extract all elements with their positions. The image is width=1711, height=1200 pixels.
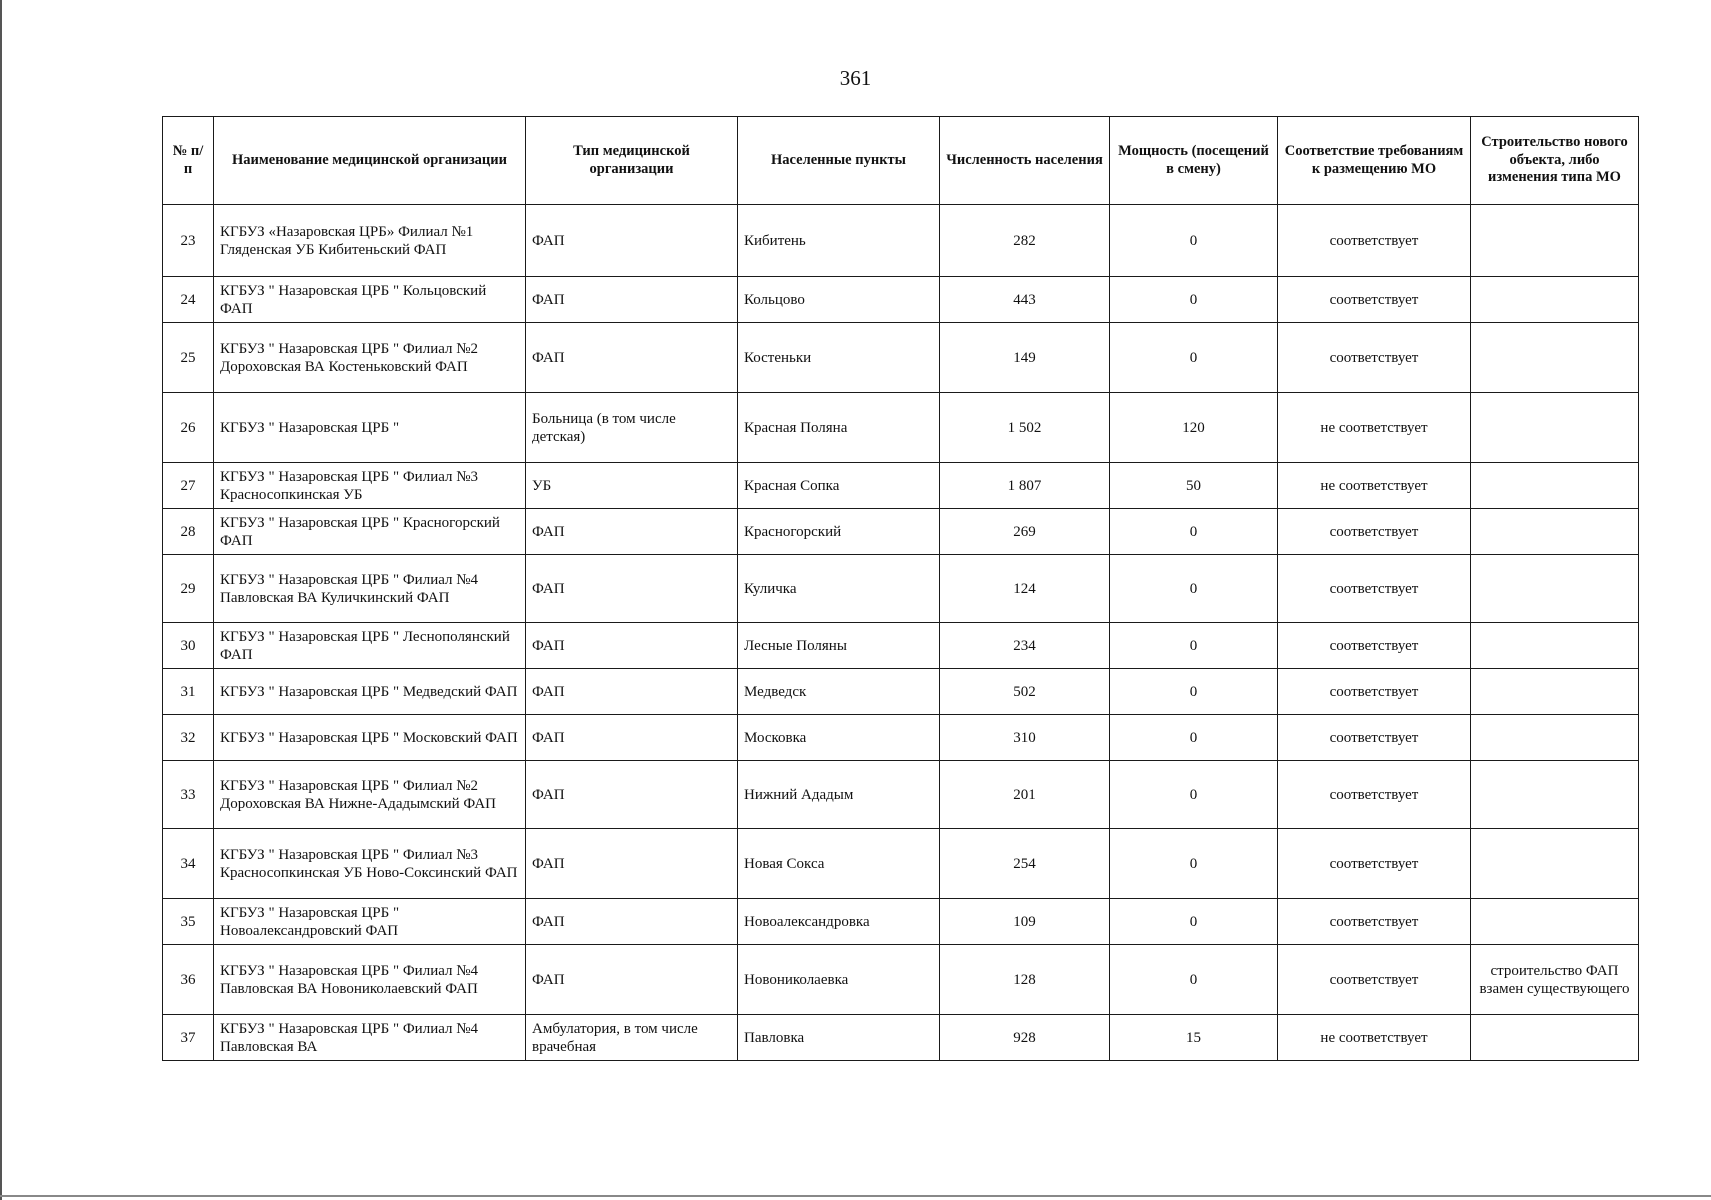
table-row xyxy=(163,761,1639,829)
row-number-cell: 31 xyxy=(163,669,214,715)
construction-note-cell xyxy=(1471,509,1639,555)
locality-cell: Новоалександровка xyxy=(738,899,940,945)
compliance-status-cell: соответствует xyxy=(1278,669,1471,715)
compliance-status-cell: соответствует xyxy=(1278,715,1471,761)
compliance-status-cell: соответствует xyxy=(1278,761,1471,829)
locality-cell: Нижний Ададым xyxy=(738,761,940,829)
organization-name-cell: КГБУЗ " Назаровская ЦРБ " Филиал №3 Красносопкинская УБ Ново-Соксинский ФАП xyxy=(214,829,526,899)
organization-type-cell: Амбулатория, в том числе врачебная xyxy=(526,1015,738,1061)
capacity-cell: 0 xyxy=(1110,829,1278,899)
scan-edge-bottom xyxy=(0,1195,1711,1197)
organization-name-cell: КГБУЗ " Назаровская ЦРБ " Леснополянский ФАП xyxy=(214,623,526,669)
scan-edge xyxy=(0,0,2,1200)
organization-type-cell: ФАП xyxy=(526,205,738,277)
table-row xyxy=(163,623,1639,669)
header-population: Численность населения xyxy=(940,117,1110,205)
organization-name-cell: КГБУЗ " Назаровская ЦРБ " Новоалександровский ФАП xyxy=(214,899,526,945)
organization-type-cell: ФАП xyxy=(526,509,738,555)
construction-note-cell xyxy=(1471,323,1639,393)
organization-type-cell: ФАП xyxy=(526,669,738,715)
row-number-cell: 37 xyxy=(163,1015,214,1061)
construction-note-cell xyxy=(1471,715,1639,761)
header-localities: Населенные пункты xyxy=(738,117,940,205)
construction-note-cell xyxy=(1471,277,1639,323)
population-cell: 109 xyxy=(940,899,1110,945)
header-construction: Строительство нового объекта, либо изменения типа МО xyxy=(1471,117,1639,205)
capacity-cell: 0 xyxy=(1110,715,1278,761)
population-cell: 234 xyxy=(940,623,1110,669)
header-organization-name: Наименование медицинской организации xyxy=(214,117,526,205)
construction-note-cell xyxy=(1471,669,1639,715)
population-cell: 1 807 xyxy=(940,463,1110,509)
table-row xyxy=(163,323,1639,393)
capacity-cell: 50 xyxy=(1110,463,1278,509)
locality-cell: Новая Сокса xyxy=(738,829,940,899)
organization-name-cell: КГБУЗ " Назаровская ЦРБ " Медведский ФАП xyxy=(214,669,526,715)
capacity-cell: 0 xyxy=(1110,555,1278,623)
table-row xyxy=(163,555,1639,623)
locality-cell: Павловка xyxy=(738,1015,940,1061)
locality-cell: Куличка xyxy=(738,555,940,623)
capacity-cell: 0 xyxy=(1110,761,1278,829)
construction-note-cell xyxy=(1471,899,1639,945)
row-number-cell: 36 xyxy=(163,945,214,1015)
population-cell: 1 502 xyxy=(940,393,1110,463)
table-row xyxy=(163,463,1639,509)
construction-note-cell xyxy=(1471,761,1639,829)
table-row xyxy=(163,393,1639,463)
row-number-cell: 25 xyxy=(163,323,214,393)
compliance-status-cell: соответствует xyxy=(1278,323,1471,393)
population-cell: 124 xyxy=(940,555,1110,623)
organization-type-cell: Больница (в том числе детская) xyxy=(526,393,738,463)
population-cell: 928 xyxy=(940,1015,1110,1061)
row-number-cell: 30 xyxy=(163,623,214,669)
table-row xyxy=(163,899,1639,945)
population-cell: 201 xyxy=(940,761,1110,829)
population-cell: 128 xyxy=(940,945,1110,1015)
organization-name-cell: КГБУЗ " Назаровская ЦРБ " xyxy=(214,393,526,463)
row-number-cell: 33 xyxy=(163,761,214,829)
row-number-cell: 29 xyxy=(163,555,214,623)
header-capacity: Мощность (посещений в смену) xyxy=(1110,117,1278,205)
row-number-cell: 23 xyxy=(163,205,214,277)
locality-cell: Лесные Поляны xyxy=(738,623,940,669)
capacity-cell: 0 xyxy=(1110,205,1278,277)
compliance-status-cell: не соответствует xyxy=(1278,393,1471,463)
organization-name-cell: КГБУЗ " Назаровская ЦРБ " Филиал №4 Павловская ВА Новониколаевский ФАП xyxy=(214,945,526,1015)
organization-name-cell: КГБУЗ " Назаровская ЦРБ " Филиал №2 Дороховская ВА Костеньковский ФАП xyxy=(214,323,526,393)
construction-note-cell xyxy=(1471,393,1639,463)
construction-note-cell xyxy=(1471,555,1639,623)
population-cell: 269 xyxy=(940,509,1110,555)
row-number-cell: 26 xyxy=(163,393,214,463)
compliance-status-cell: соответствует xyxy=(1278,623,1471,669)
construction-note-cell xyxy=(1471,623,1639,669)
organization-name-cell: КГБУЗ «Назаровская ЦРБ» Филиал №1 Гляденская УБ Кибитеньский ФАП xyxy=(214,205,526,277)
compliance-status-cell: не соответствует xyxy=(1278,1015,1471,1061)
compliance-status-cell: соответствует xyxy=(1278,829,1471,899)
row-number-cell: 27 xyxy=(163,463,214,509)
table-row xyxy=(163,1015,1639,1061)
capacity-cell: 0 xyxy=(1110,323,1278,393)
construction-note-cell xyxy=(1471,205,1639,277)
organization-type-cell: ФАП xyxy=(526,555,738,623)
construction-note-cell xyxy=(1471,463,1639,509)
locality-cell: Красногорский xyxy=(738,509,940,555)
capacity-cell: 0 xyxy=(1110,945,1278,1015)
construction-note-cell: строительство ФАП взамен существующего xyxy=(1471,945,1639,1015)
organization-name-cell: КГБУЗ " Назаровская ЦРБ " Филиал №4 Павловская ВА xyxy=(214,1015,526,1061)
table-row xyxy=(163,277,1639,323)
compliance-status-cell: соответствует xyxy=(1278,509,1471,555)
capacity-cell: 0 xyxy=(1110,623,1278,669)
table-row xyxy=(163,205,1639,277)
header-compliance: Соответствие требованиям к размещению МО xyxy=(1278,117,1471,205)
locality-cell: Кольцово xyxy=(738,277,940,323)
population-cell: 502 xyxy=(940,669,1110,715)
organization-name-cell: КГБУЗ " Назаровская ЦРБ " Красногорский ФАП xyxy=(214,509,526,555)
compliance-status-cell: соответствует xyxy=(1278,899,1471,945)
locality-cell: Новониколаевка xyxy=(738,945,940,1015)
compliance-status-cell: не соответствует xyxy=(1278,463,1471,509)
locality-cell: Кибитень xyxy=(738,205,940,277)
population-cell: 282 xyxy=(940,205,1110,277)
compliance-status-cell: соответствует xyxy=(1278,205,1471,277)
capacity-cell: 0 xyxy=(1110,509,1278,555)
table-header-row xyxy=(163,117,1639,205)
row-number-cell: 32 xyxy=(163,715,214,761)
organization-type-cell: ФАП xyxy=(526,945,738,1015)
population-cell: 254 xyxy=(940,829,1110,899)
locality-cell: Красная Сопка xyxy=(738,463,940,509)
capacity-cell: 0 xyxy=(1110,277,1278,323)
row-number-cell: 24 xyxy=(163,277,214,323)
organization-type-cell: ФАП xyxy=(526,277,738,323)
compliance-status-cell: соответствует xyxy=(1278,555,1471,623)
organization-name-cell: КГБУЗ " Назаровская ЦРБ " Московский ФАП xyxy=(214,715,526,761)
organization-type-cell: ФАП xyxy=(526,829,738,899)
organization-name-cell: КГБУЗ " Назаровская ЦРБ " Кольцовский ФАП xyxy=(214,277,526,323)
capacity-cell: 120 xyxy=(1110,393,1278,463)
header-number: № п/п xyxy=(163,117,214,205)
table-row xyxy=(163,715,1639,761)
compliance-status-cell: соответствует xyxy=(1278,945,1471,1015)
table-row xyxy=(163,509,1639,555)
organization-type-cell: ФАП xyxy=(526,761,738,829)
organization-name-cell: КГБУЗ " Назаровская ЦРБ " Филиал №3 Красносопкинская УБ xyxy=(214,463,526,509)
capacity-cell: 15 xyxy=(1110,1015,1278,1061)
organization-type-cell: ФАП xyxy=(526,623,738,669)
organization-type-cell: УБ xyxy=(526,463,738,509)
organization-name-cell: КГБУЗ " Назаровская ЦРБ " Филиал №4 Павловская ВА Куличкинский ФАП xyxy=(214,555,526,623)
locality-cell: Медведск xyxy=(738,669,940,715)
page-number: 361 xyxy=(839,66,872,90)
table-row xyxy=(163,669,1639,715)
population-cell: 310 xyxy=(940,715,1110,761)
compliance-status-cell: соответствует xyxy=(1278,277,1471,323)
locality-cell: Красная Поляна xyxy=(738,393,940,463)
organization-type-cell: ФАП xyxy=(526,715,738,761)
construction-note-cell xyxy=(1471,829,1639,899)
table-row xyxy=(163,829,1639,899)
row-number-cell: 35 xyxy=(163,899,214,945)
header-organization-type: Тип медицинской организации xyxy=(526,117,738,205)
table-row xyxy=(163,945,1639,1015)
locality-cell: Костеньки xyxy=(738,323,940,393)
capacity-cell: 0 xyxy=(1110,899,1278,945)
organization-type-cell: ФАП xyxy=(526,323,738,393)
row-number-cell: 34 xyxy=(163,829,214,899)
locality-cell: Московка xyxy=(738,715,940,761)
medical-organizations-table xyxy=(162,116,1639,1061)
construction-note-cell xyxy=(1471,1015,1639,1061)
population-cell: 149 xyxy=(940,323,1110,393)
capacity-cell: 0 xyxy=(1110,669,1278,715)
organization-type-cell: ФАП xyxy=(526,899,738,945)
row-number-cell: 28 xyxy=(163,509,214,555)
population-cell: 443 xyxy=(940,277,1110,323)
organization-name-cell: КГБУЗ " Назаровская ЦРБ " Филиал №2 Дороховская ВА Нижне-Ададымский ФАП xyxy=(214,761,526,829)
